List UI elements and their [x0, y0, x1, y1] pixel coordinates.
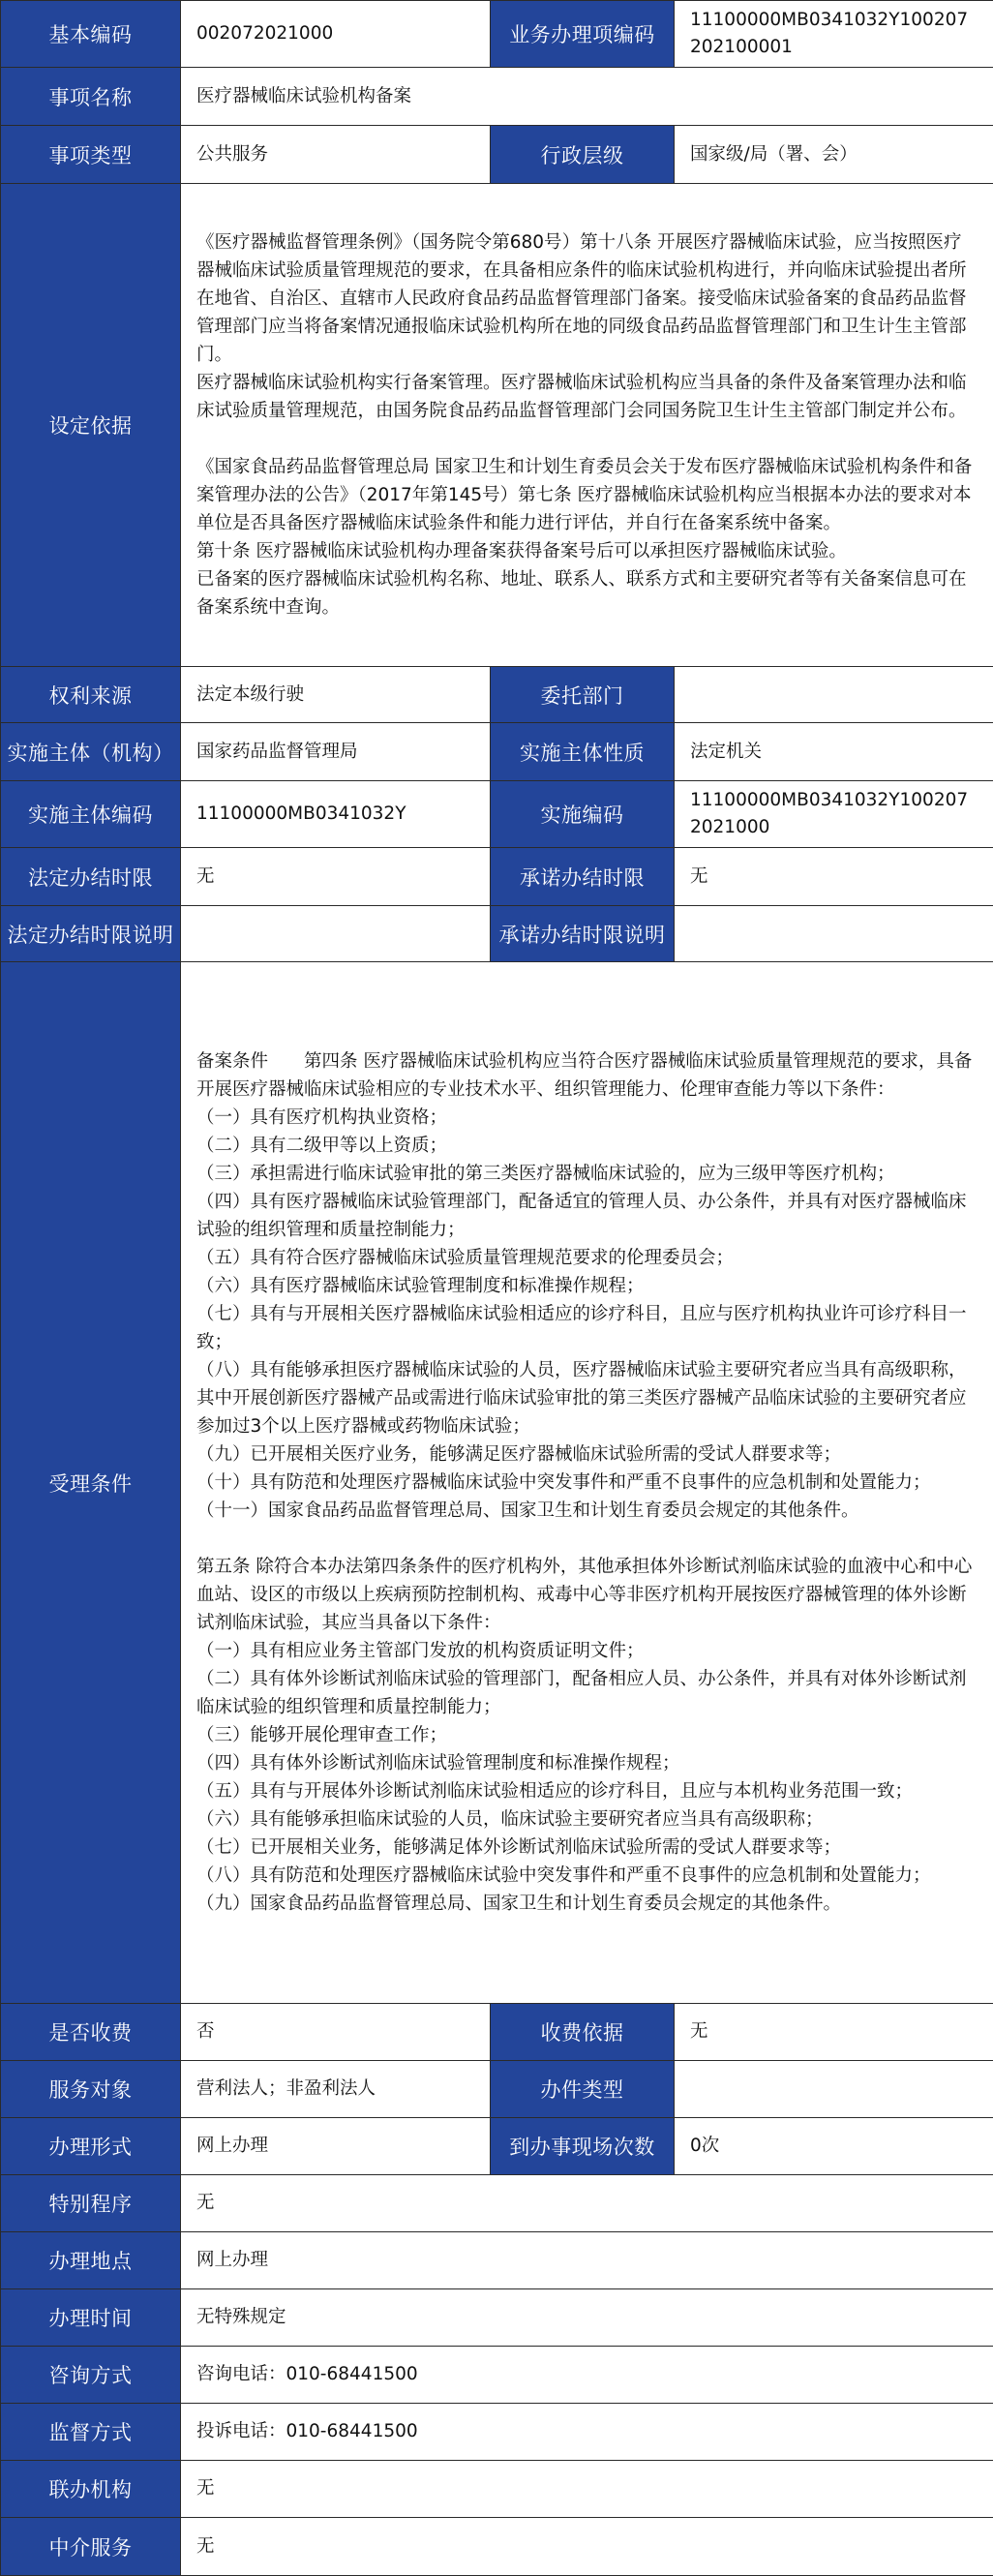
value-legal-limit-note [181, 906, 491, 962]
label-supervise: 监督方式 [1, 2404, 181, 2461]
label-location: 办理地点 [1, 2232, 181, 2289]
row-handling-form [1, 2118, 993, 2175]
value-legal-limit: 无 [181, 848, 491, 906]
label-fee: 是否收费 [1, 2004, 181, 2061]
row-authority [1, 667, 993, 723]
label-promised-limit-note: 承诺办结时限说明 [491, 906, 675, 962]
row-item-type [1, 126, 993, 184]
row-conditions [1, 962, 993, 2004]
basis-text: 《医疗器械监督管理条例》（国务院令第680号）第十八条 开展医疗器械临床试验，应当按照医疗器械临床试验质量管理规范的要求，在具备相应条件的临床试验机构进行，并向临床试验提出者所在地省、自治区、直辖市人民政府食品药品监督管理部门备案。接受临床试验备案的食品药品监督管理部门应当将备案情况通报临床试验机构所在地的同级食品药品监督管理部门和卫生计生主管部门。 医疗器械临床试验机构实行备案管理。医疗器械临床试验机构应当具备的条件及备案管理办法和临床试验质量管理规范，由国务院食品药品监督管理部门会同国务院卫生计生主管部门制定并公布。 《国家食品药品监督管理总局 国家卫生和计划生育委员会关于发布医疗器械临床试验机构条件和备案管理办法的公告》（2017年第145号）第七条 医疗器械临床试验机构应当根据本办法的要求对本单位是否具备医疗器械临床试验条件和能力进行评估，并自行在备案系统中备案。 第十条 医疗器械临床试验机构办理备案获得备案号后可以承担医疗器械临床试验。 已备案的医疗器械临床试验机构名称、地址、联系人、联系方式和主要研究者等有关备案信息可在备案系统中查询。 [181, 223, 993, 627]
row-supervise [1, 2404, 993, 2461]
label-subject: 实施主体（机构） [1, 723, 181, 781]
value-intermediary: 无 [181, 2518, 993, 2576]
value-visit-count: 0次 [675, 2118, 993, 2175]
label-business-code: 业务办理项编码 [491, 1, 675, 68]
label-visit-count: 到办事现场次数 [491, 2118, 675, 2175]
value-case-type [675, 2061, 993, 2118]
row-location [1, 2232, 993, 2289]
value-authority: 法定本级行驶 [181, 667, 491, 723]
value-promised-limit: 无 [675, 848, 993, 906]
row-legal-limit-note [1, 906, 993, 962]
value-impl-code: 11100000MB0341032Y1002072021000 [675, 781, 993, 848]
row-legal-limit [1, 848, 993, 906]
row-subject [1, 723, 993, 781]
value-subject: 国家药品监督管理局 [181, 723, 491, 781]
row-basis [1, 184, 993, 667]
row-consult [1, 2347, 993, 2404]
label-authority: 权利来源 [1, 667, 181, 723]
value-business-code: 11100000MB0341032Y100207202100001 [675, 1, 993, 68]
value-item-type: 公共服务 [181, 126, 491, 184]
label-service-target: 服务对象 [1, 2061, 181, 2118]
label-admin-level: 行政层级 [491, 126, 675, 184]
label-impl-code: 实施编码 [491, 781, 675, 848]
row-intermediary [1, 2518, 993, 2576]
label-special-procedure: 特别程序 [1, 2175, 181, 2232]
label-joint-agency: 联办机构 [1, 2461, 181, 2518]
value-admin-level: 国家级/局（署、会） [675, 126, 993, 184]
label-conditions: 受理条件 [1, 962, 181, 2004]
label-handling-time: 办理时间 [1, 2289, 181, 2347]
value-location: 网上办理 [181, 2232, 993, 2289]
label-intermediary: 中介服务 [1, 2518, 181, 2576]
value-consult: 咨询电话：010-68441500 [181, 2347, 993, 2404]
label-basic-code: 基本编码 [1, 1, 181, 68]
value-delegate-dept [675, 667, 993, 723]
value-item-name: 医疗器械临床试验机构备案 [181, 68, 993, 126]
value-basis [181, 184, 993, 667]
label-legal-limit: 法定办结时限 [1, 848, 181, 906]
label-case-type: 办件类型 [491, 2061, 675, 2118]
label-promised-limit: 承诺办结时限 [491, 848, 675, 906]
value-basic-code: 002072021000 [181, 1, 491, 68]
row-item-name [1, 68, 993, 126]
conditions-text: 备案条件 第四条 医疗器械临床试验机构应当符合医疗器械临床试验质量管理规范的要求，具备开展医疗器械临床试验相应的专业技术水平、组织管理能力、伦理审查能力等以下条件： （一）具有医疗机构执业资格； （二）具有二级甲等以上资质； （三）承担需进行临床试验审批的第三类医疗器械临床试验的，应为三级甲等医疗机构； （四）具有医疗器械临床试验管理部门，配备适宜的管理人员、办公条件，并具有对医疗器械临床试验的组织管理和质量控制能力； （五）具有符合医疗器械临床试验质量管理规范要求的伦理委员会； （六）具有医疗器械临床试验管理制度和标准操作规程； （七）具有与开展相关医疗器械临床试验相适应的诊疗科目，且应与医疗机构执业许可诊疗科目一致； （八）具有能够承担医疗器械临床试验的人员，医疗器械临床试验主要研究者应当具有高级职称，其中开展创新医疗器械产品或需进行临床试验审批的第三类医疗器械产品临床试验的主要研究者应参加过3个以上医疗器械或药物临床试验； （九）已开展相关医疗业务，能够满足医疗器械临床试验所需的受试人群要求等； （十）具有防范和处理医疗器械临床试验中突发事件和严重不良事件的应急机制和处置能力； （十一）国家食品药品监督管理总局、国家卫生和计划生育委员会规定的其他条件。 第五条 除符合本办法第四条条件的医疗机构外，其他承担体外诊断试剂临床试验的血液中心和中心血站、设区的市级以上疾病预防控制机构、戒毒中心等非医疗机构开展按医疗器械管理的体外诊断试剂临床试验，其应当具备以下条件： （一）具有相应业务主管部门发放的机构资质证明文件； （二）具有体外诊断试剂临床试验的管理部门，配备相应人员、办公条件，并具有对体外诊断试剂临床试验的组织管理和质量控制能力； （三）能够开展伦理审查工作； （四）具有体外诊断试剂临床试验管理制度和标准操作规程； （五）具有与开展体外诊断试剂临床试验相适应的诊疗科目，且应与本机构业务范围一致； （六）具有能够承担临床试验的人员，临床试验主要研究者应当具有高级职称； （七）已开展相关业务，能够满足体外诊断试剂临床试验所需的受试人群要求等； （八）具有防范和处理医疗器械临床试验中突发事件和严重不良事件的应急机制和处置能力； （九）国家食品药品监督管理总局、国家卫生和计划生育委员会规定的其他条件。 [181, 1042, 993, 1924]
value-handling-form: 网上办理 [181, 2118, 491, 2175]
value-special-procedure: 无 [181, 2175, 993, 2232]
row-handling-time [1, 2289, 993, 2347]
value-handling-time: 无特殊规定 [181, 2289, 993, 2347]
row-special-procedure [1, 2175, 993, 2232]
label-handling-form: 办理形式 [1, 2118, 181, 2175]
value-subject-nature: 法定机关 [675, 723, 993, 781]
label-subject-code: 实施主体编码 [1, 781, 181, 848]
value-promised-limit-note [675, 906, 993, 962]
value-fee: 否 [181, 2004, 491, 2061]
value-service-target: 营利法人；非盈利法人 [181, 2061, 491, 2118]
label-basis: 设定依据 [1, 184, 181, 667]
label-subject-nature: 实施主体性质 [491, 723, 675, 781]
value-fee-basis: 无 [675, 2004, 993, 2061]
row-subject-code [1, 781, 993, 848]
label-item-type: 事项类型 [1, 126, 181, 184]
value-subject-code: 11100000MB0341032Y [181, 781, 491, 848]
label-legal-limit-note: 法定办结时限说明 [1, 906, 181, 962]
label-consult: 咨询方式 [1, 2347, 181, 2404]
row-fee [1, 2004, 993, 2061]
label-delegate-dept: 委托部门 [491, 667, 675, 723]
label-item-name: 事项名称 [1, 68, 181, 126]
row-joint-agency [1, 2461, 993, 2518]
value-supervise: 投诉电话：010-68441500 [181, 2404, 993, 2461]
row-basic-code [1, 1, 993, 68]
row-service-target [1, 2061, 993, 2118]
value-joint-agency: 无 [181, 2461, 993, 2518]
value-conditions [181, 962, 993, 2004]
label-fee-basis: 收费依据 [491, 2004, 675, 2061]
